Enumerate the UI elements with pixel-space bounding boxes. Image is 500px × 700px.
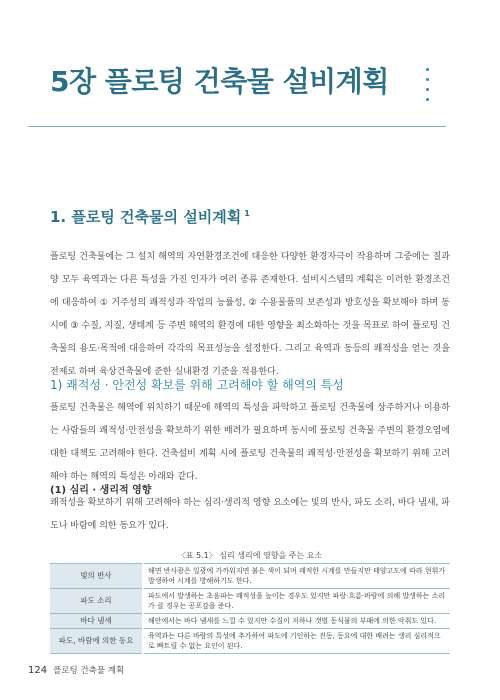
table-row bbox=[50, 564, 450, 589]
paragraph-marine-characteristics: 플로팅 건축물은 해역에 위치하기 때문에 해역의 특성을 파악하고 플로팅 건축물에 상주하거나 이용하는 사람들의 쾌적성·안전성을 확보하기 위한 배려가 필요하며 동시에 플로팅 건축물 주변의 환경오염에 대한 대책도 고려해야 한다. 건축설비 계획 시에 플로팅 건축물의 쾌적성·안전성을 확보하기 위해 고려해야 하는 해역의 특성은 아래와 같다. bbox=[50, 403, 450, 482]
paragraph-psych-factors: 쾌적성을 확보하기 위해 고려해야 하는 심리·생리적 영향 요소에는 빛의 반사, 파도 소리, 바다 냄새, 파도나 바람에 의한 동요가 있다. bbox=[50, 498, 450, 531]
page-footer bbox=[28, 664, 124, 676]
paragraph-intro: 플로팅 건축물에는 그 설치 해역의 자연환경조건에 대응한 다양한 환경자극이 작용하며 그중에는 질과 양 모두 육역과는 다른 특성을 가진 인자가 여러 종류 존재한다. 설비시스템의 계획은 이러한 환경조건에 대응하여 ① 거주성의 쾌적성과 작업의 능률성, ② 수용물품의 보존성과 방호성을 확보해야 하며 동시에 ③ 수질, 지질, 생태계 등 주변 해역의 환경에 대한 영향을 최소화하는 것을 목표로 하여 플로팅 건축물의 용도·목적에 대응하여 각각의 목표성능을 설정한다. 그리고 육역과 동등의 쾌적성을 얻는 것을 전제로 하며 육상건축물에 준한 실내환경 기준을 적용한다. bbox=[50, 252, 450, 377]
table-key-cell: 바다 냄새 bbox=[50, 614, 143, 629]
table-row bbox=[50, 589, 450, 614]
page-number: 124 bbox=[28, 665, 48, 676]
subsection-heading-2: (1) 심리 · 생리적 영향 bbox=[50, 485, 152, 496]
table-key-cell: 파도, 바람에 의한 동요 bbox=[50, 629, 143, 654]
table-value-cell: 해안에서는 바다 냄새를 느낄 수 있지만 수질이 저하나 갯벌 동식물의 부패에 의한 악취도 있다. bbox=[143, 614, 450, 629]
footnote-marker: 1 bbox=[244, 209, 250, 218]
chapter-title: 5장 플로팅 건축물 설비계획 bbox=[50, 65, 389, 98]
table-key-cell: 빛의 반사 bbox=[50, 564, 143, 589]
section-title-text: 1. 플로팅 건축물의 설비계획 bbox=[50, 208, 242, 226]
table-value-cell: 파도에서 발생하는 초음파는 쾌적성을 높이는 경우도 있지만 파랑·흐름·바람에 의해 발생하는 소리가 클 경우는 공포감을 준다. bbox=[143, 589, 450, 614]
book-title: 플로팅 건축물 계획 bbox=[53, 666, 125, 676]
decorative-dots bbox=[425, 68, 431, 108]
section-title bbox=[50, 206, 250, 227]
table-row bbox=[50, 614, 450, 629]
table-value-cell: 육역과는 다른 바람의 특성에 추가하여 파도에 기인하는 진동, 동요에 대한 배려는 생리 심리적으로 빠트릴 수 없는 요인이 된다. bbox=[143, 629, 450, 654]
table-caption: 〈표 5.1〉 심리 생리에 영향을 주는 요소 bbox=[177, 551, 323, 560]
subsection-heading-1: 1) 쾌적성 · 안전성 확보를 위해 고려해야 할 해역의 특성 bbox=[50, 378, 344, 392]
table-row bbox=[50, 629, 450, 654]
table-value-cell: 해면 반사광은 일광에 가까워지면 붉은 색이 되며 쾌적한 시계를 만들지만 태양고도에 따라 현휘가 발생하여 시계를 방해하기도 한다. bbox=[143, 564, 450, 589]
factors-table bbox=[50, 563, 450, 654]
table-key-cell: 파도 소리 bbox=[50, 589, 143, 614]
chapter-rule bbox=[28, 126, 446, 127]
